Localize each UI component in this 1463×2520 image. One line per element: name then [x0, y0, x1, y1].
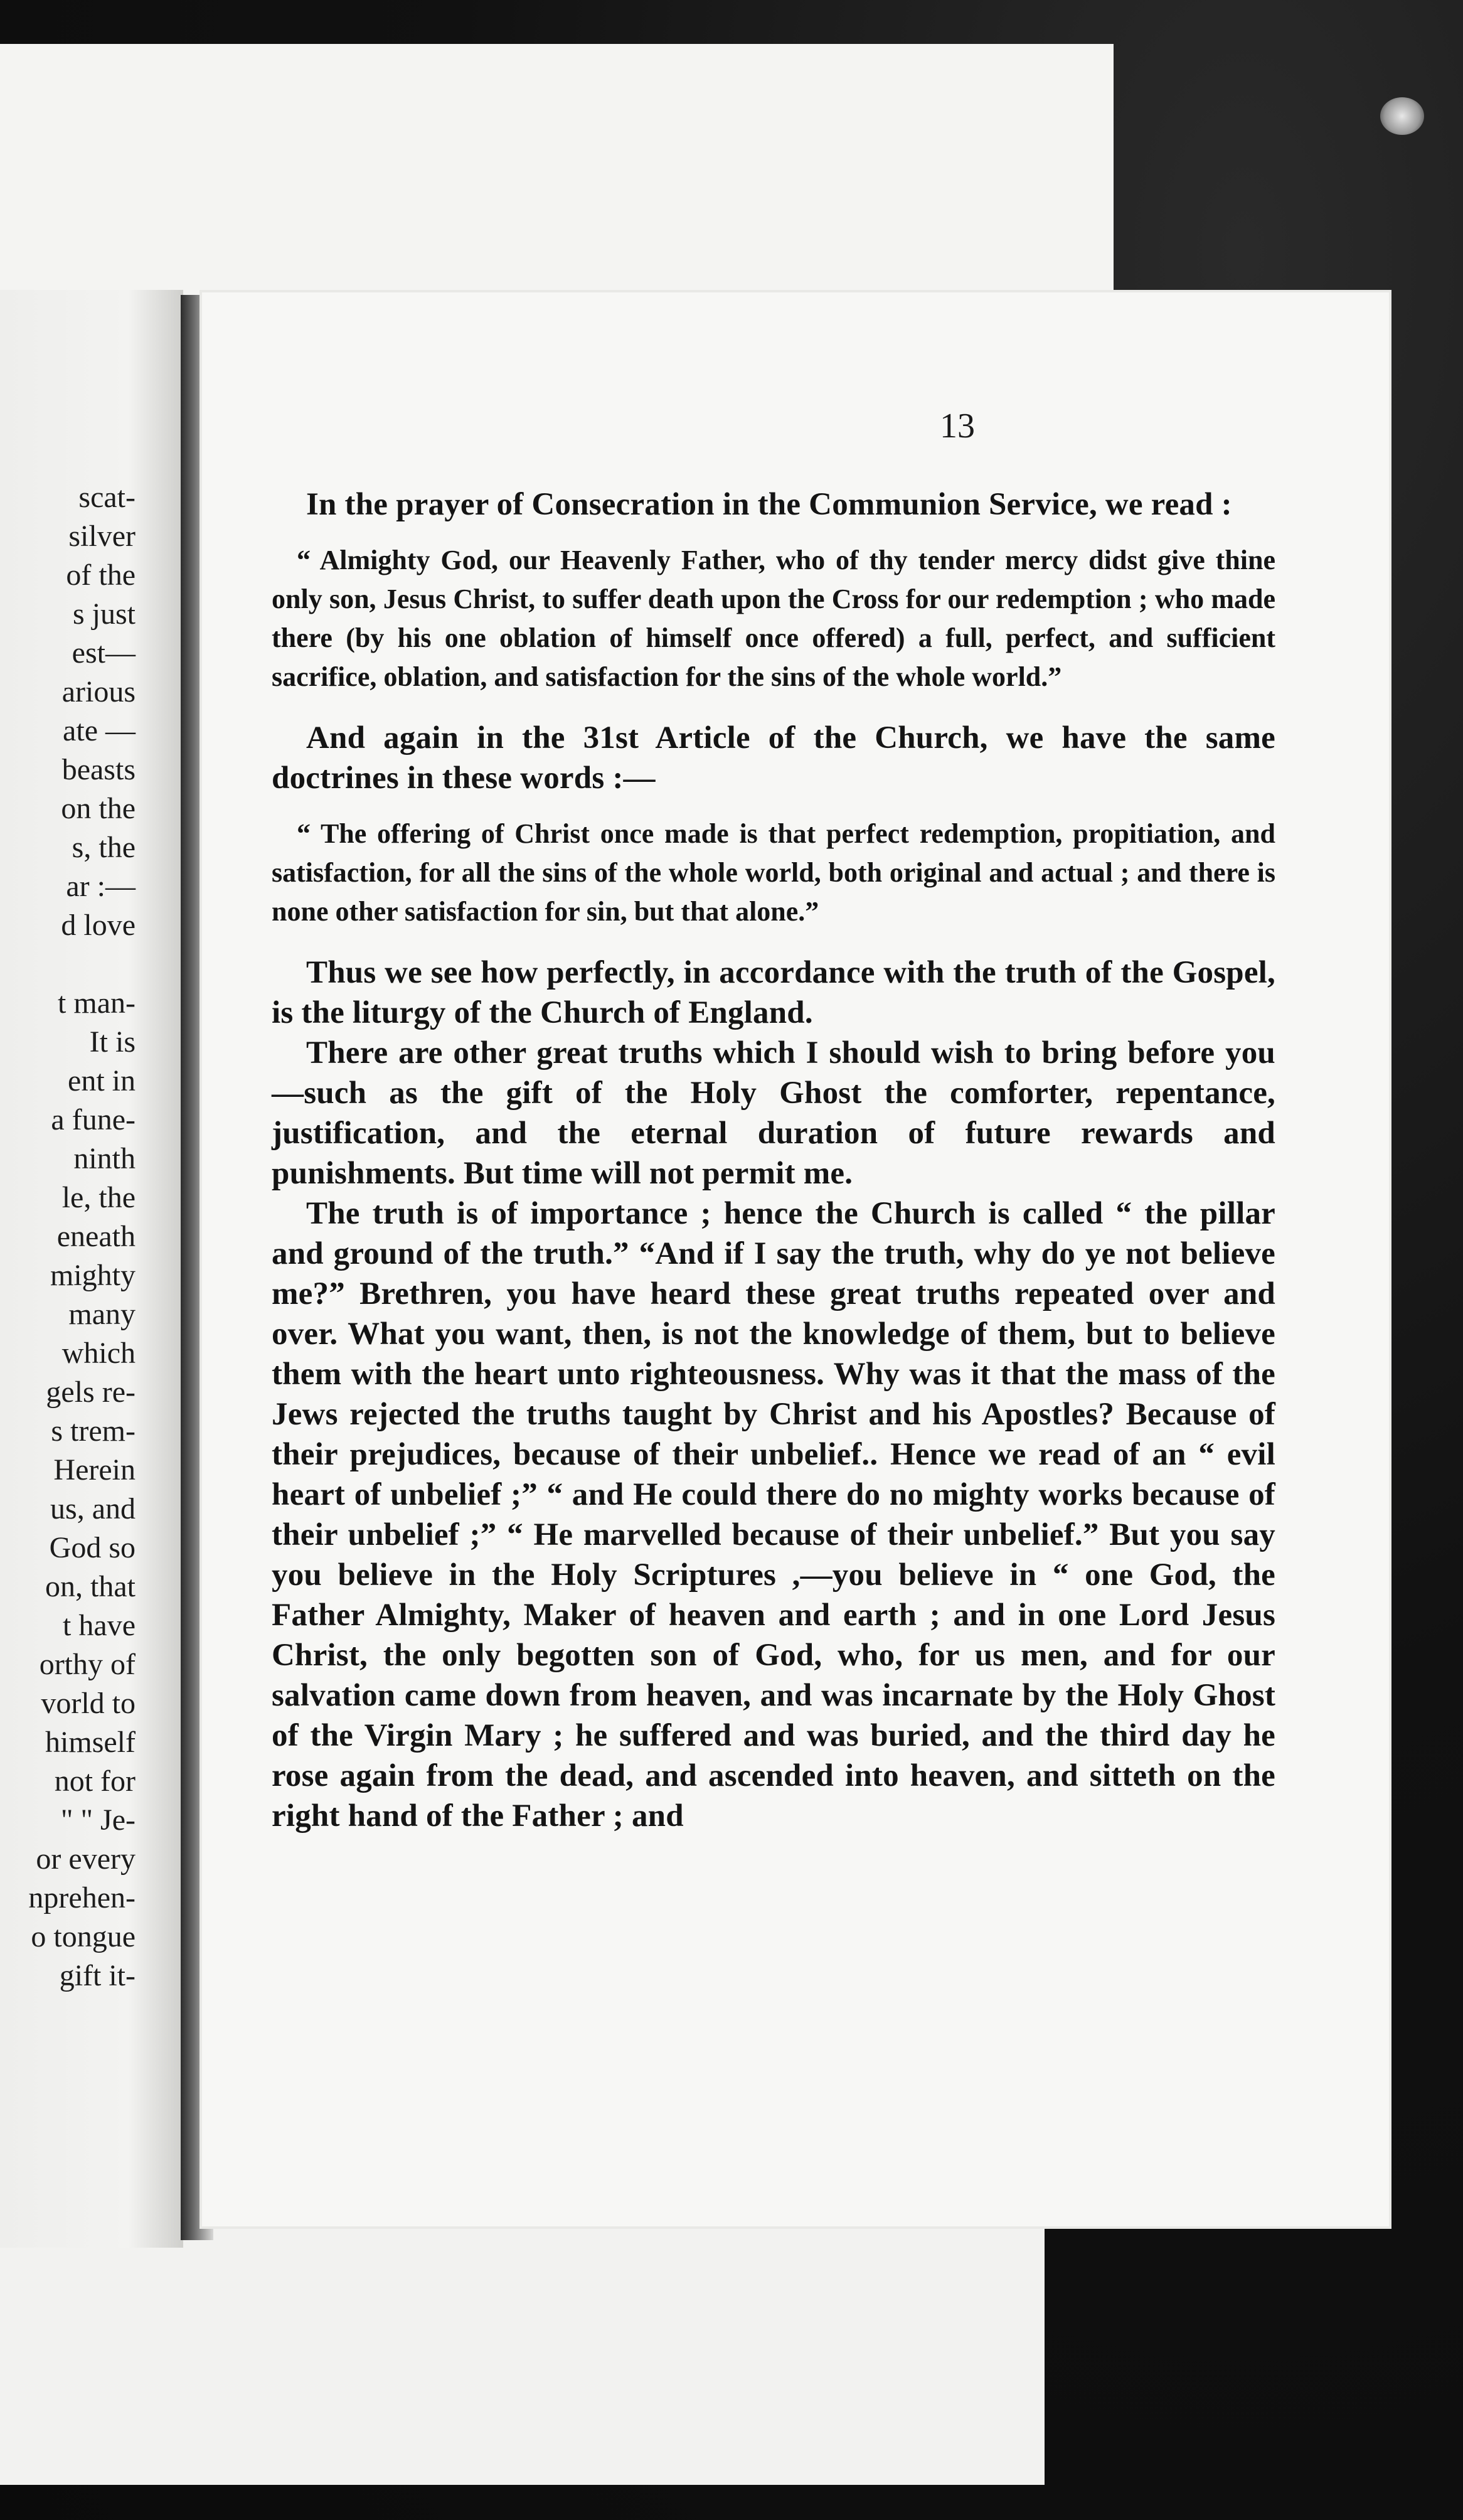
left-page-line: mighty	[50, 1259, 136, 1292]
left-facing-page	[0, 290, 183, 2248]
left-page-line: us, and	[50, 1492, 136, 1525]
left-page-line: God so	[49, 1531, 136, 1564]
left-page-line: le, the	[61, 1181, 136, 1214]
left-page-line: nprehen-	[28, 1881, 136, 1914]
left-page-line: gift it-	[59, 1959, 136, 1992]
left-page-line: ent in	[68, 1064, 136, 1097]
left-page-line: silver	[68, 520, 136, 553]
left-page-line: o tongue	[31, 1920, 136, 1953]
consecration-quote: “ Almighty God, our Heavenly Father, who of thy tender mercy didst give thine only son, Jesus Christ, to suffer death upon the Cross for our redemption ; who made there (by his one oblation of himself once offered) a full, perfect, and sufficient sacrifice, oblation, and satisfaction for the sins of the whole world.”	[272, 545, 1275, 692]
left-page-line: ninth	[73, 1142, 136, 1175]
back-sheet-bottom	[0, 2209, 1045, 2485]
importance-paragraph: The truth is of importance ; hence the Church is called “ the pillar and ground of the truth.” “And if I say the truth, why do ye not believe me?” Brethren, you have heard these great truths repeated over and over. What you want, then, is not the knowledge of them, but to believe them with the heart unto righteousness. Why was it that the mass of the Jews rejected the truths taught by Christ and his Apostles? Because of their prejudices, because of their unbelief.. Hence we read of an “ evil heart of unbelief ;” “ and He could there do no mighty works because of their unbelief ;” “ He marvelled because of their unbelief.” But you say you believe in the Holy Scriptures ,—you believe in “ one God, the Father Almighty, Maker of heaven and earth ; and in one Lord Jesus Christ, the only begotten son of God, who, for us men, and for our salvation came down from heaven, and was incarnate by the Holy Ghost of the Virgin Mary ; he suffered and was buried, and the third day he rose again from the dead, and ascended into heaven, and sitteth on the right hand of the Father ; and	[272, 1196, 1275, 1834]
left-page-line: It is	[89, 1025, 136, 1059]
left-page-line: est—	[72, 636, 136, 670]
left-page-line: arious	[61, 675, 136, 708]
left-page-line: gels re-	[46, 1375, 136, 1409]
left-page-line: vorld to	[41, 1687, 136, 1720]
left-page-line: of the	[66, 558, 136, 592]
left-page-line: on the	[61, 792, 136, 825]
left-page-line: t man-	[58, 986, 136, 1020]
left-page-line: beasts	[61, 753, 136, 786]
left-page-line: on, that	[45, 1570, 136, 1603]
back-sheet-top	[0, 44, 1114, 307]
left-page-line: which	[61, 1337, 136, 1370]
page-number: 13	[940, 407, 975, 446]
left-page-line: d love	[61, 909, 136, 942]
left-page-line: a fune-	[51, 1103, 136, 1136]
scan-blemish	[1380, 97, 1424, 135]
consecration-intro: In the prayer of Consecration in the Communion Service, we read :	[306, 487, 1232, 522]
article-intro: And again in the 31st Article of the Church, we have the same doctrines in these words :—	[272, 720, 1275, 796]
left-page-line: many	[68, 1298, 136, 1331]
left-page-line: " " Je-	[60, 1803, 136, 1837]
left-page-line: s just	[72, 597, 136, 631]
left-page-line: s trem-	[51, 1414, 136, 1448]
left-page-line: ate —	[63, 714, 136, 747]
left-page-line: eneath	[56, 1220, 136, 1253]
left-page-line: orthy of	[39, 1648, 136, 1681]
other-truths-paragraph: There are other great truths which I should wish to bring before you—such as the gift of the Holy Ghost the comforter, repentance, justification, and the eternal duration of future rewards and punishments. But time will not permit me.	[272, 1035, 1275, 1191]
left-page-line: ar :—	[66, 870, 136, 903]
main-page	[200, 290, 1391, 2229]
left-page-line: not for	[54, 1765, 136, 1798]
left-page-line: Herein	[53, 1453, 136, 1487]
liturgy-paragraph: Thus we see how perfectly, in accordance with the truth of the Gospel, is the liturgy of the Church of England.	[272, 955, 1275, 1030]
page-text	[272, 484, 1275, 1836]
article-quote: “ The offering of Christ once made is that perfect redemption, propitiation, and satisfaction, for all the sins of the whole world, both original and actual ; and there is none other satisfaction for sin, but that alone.”	[272, 818, 1275, 927]
left-page-line: t have	[63, 1609, 136, 1642]
left-page-line: himself	[45, 1726, 136, 1759]
left-page-line: or every	[36, 1842, 136, 1876]
left-page-line: scat-	[78, 481, 136, 514]
left-page-line: s, the	[72, 831, 136, 864]
